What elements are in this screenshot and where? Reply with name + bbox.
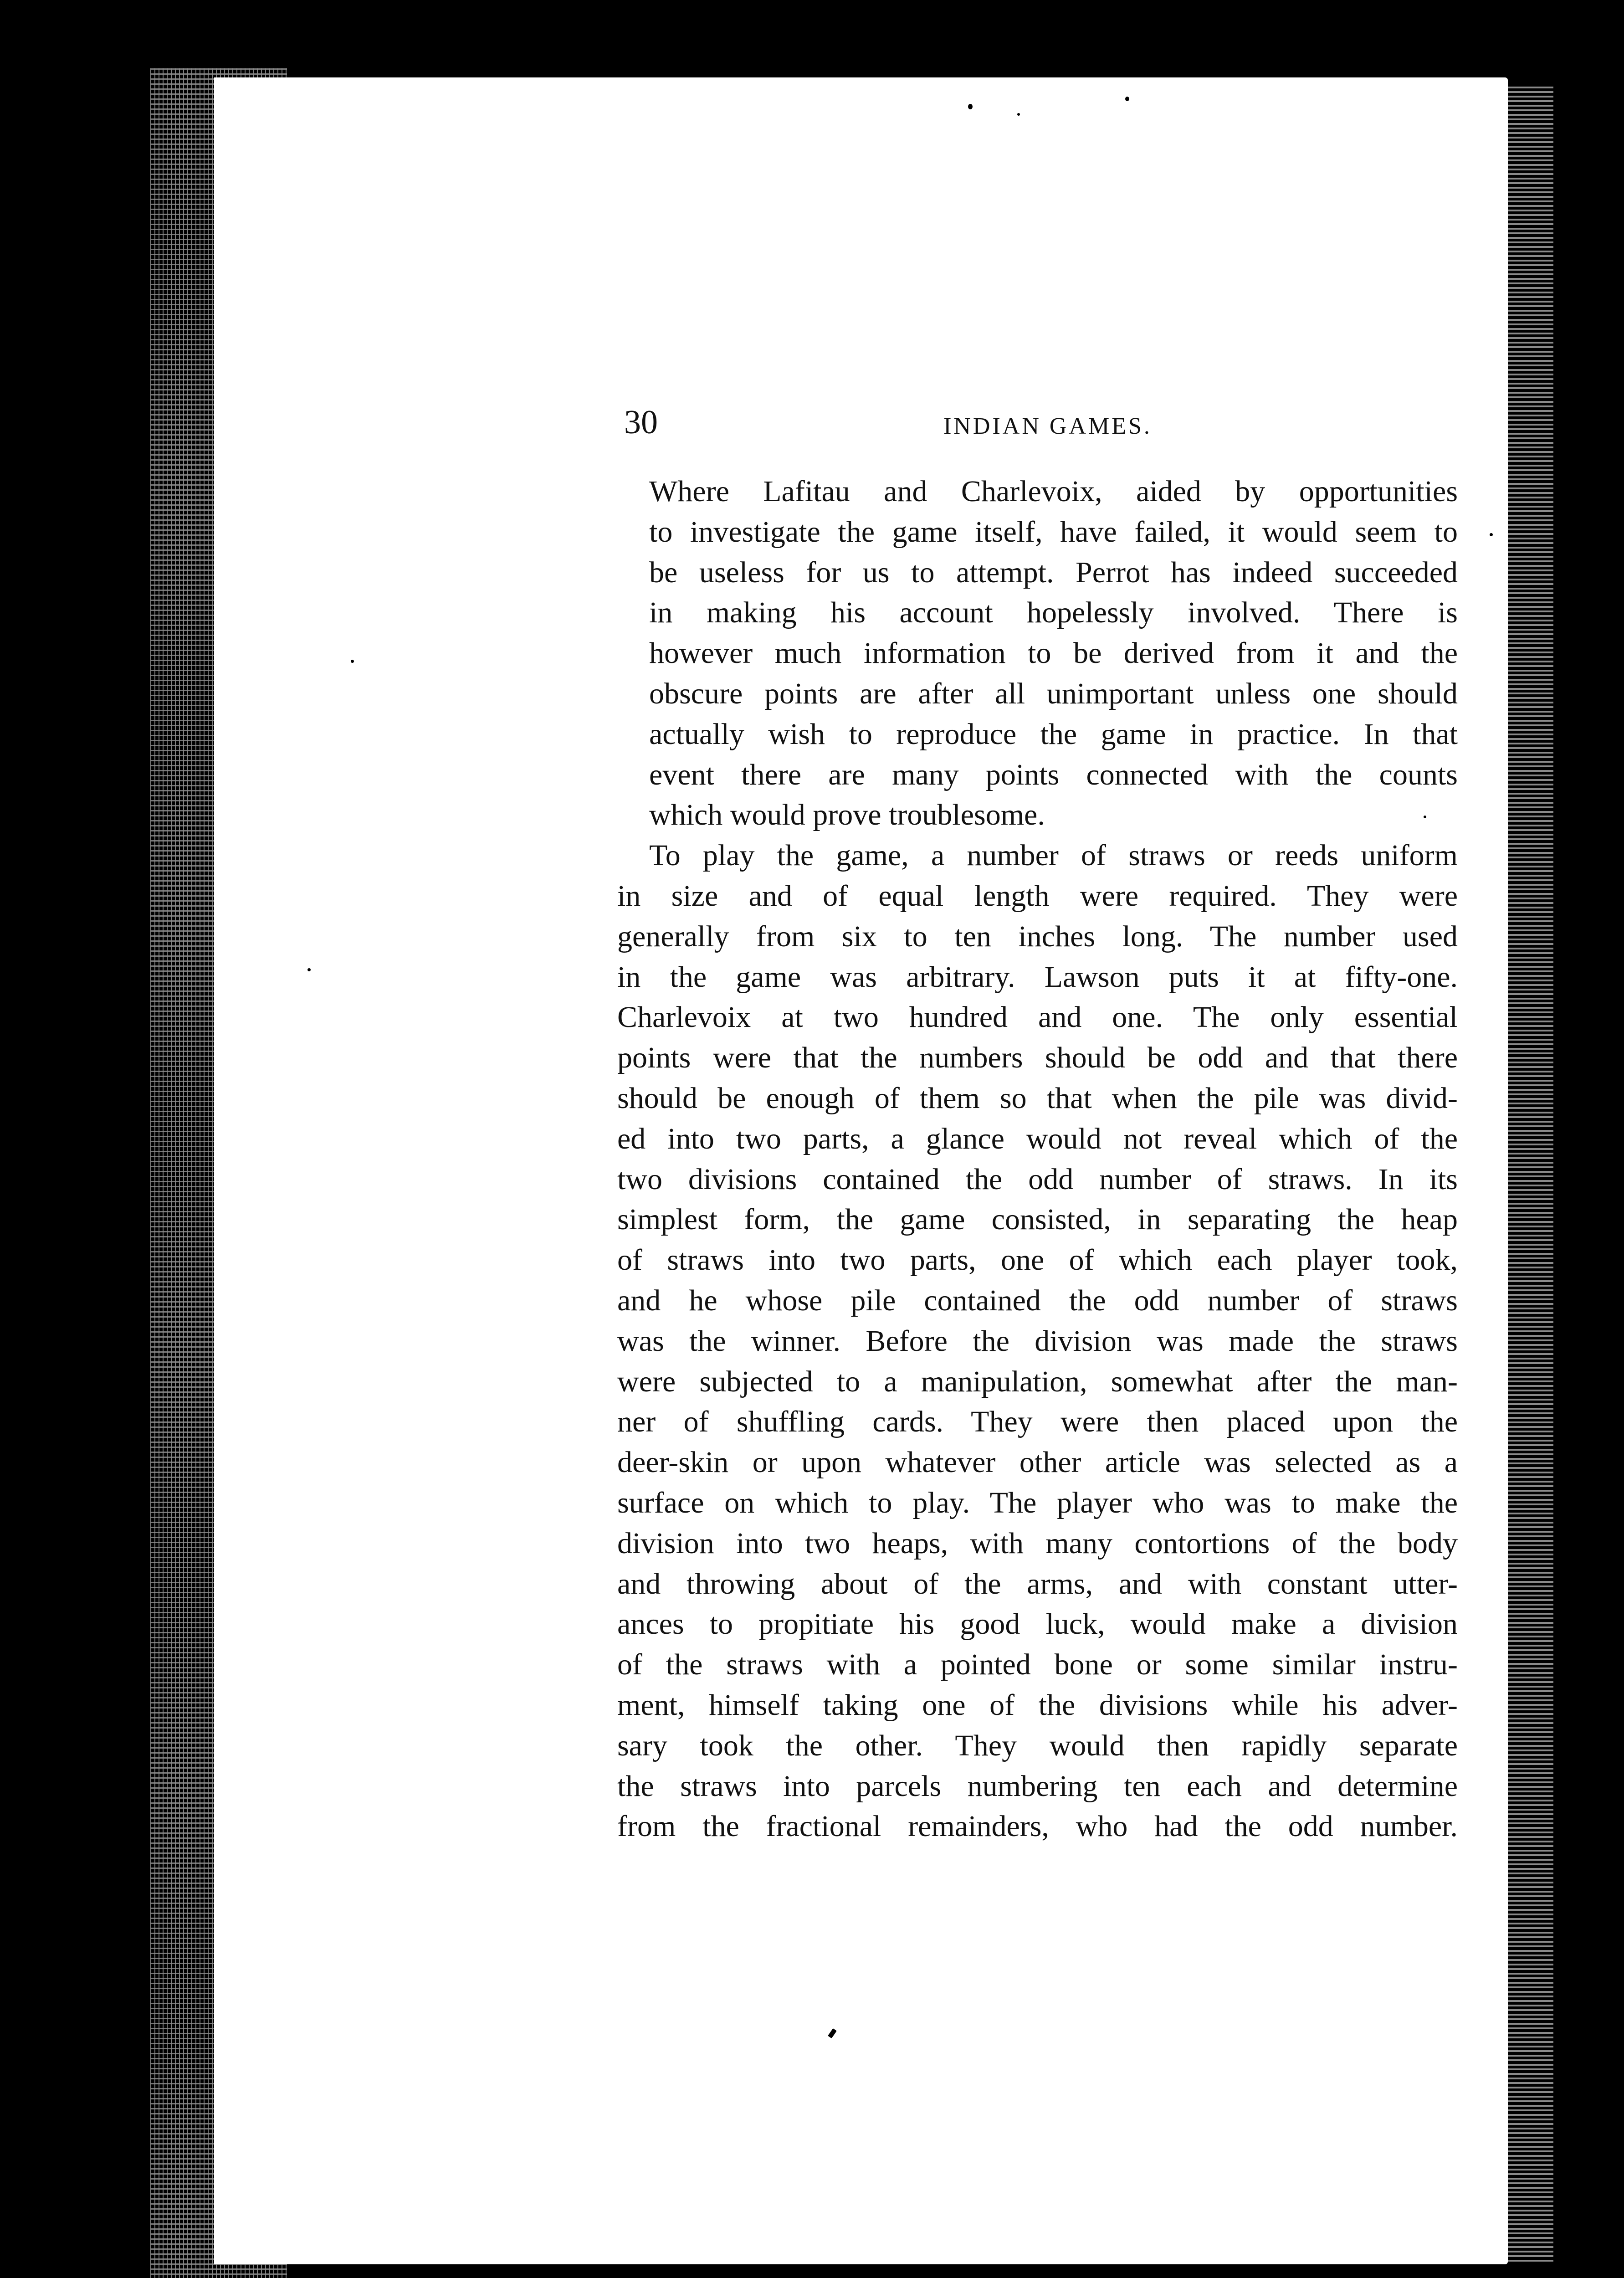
- text-line: in size and of equal length were required. They were: [617, 879, 1458, 913]
- text-line: deer-skin or upon whatever other article was selected as a: [617, 1446, 1458, 1479]
- speck: [351, 660, 354, 663]
- page-number: 30: [624, 404, 658, 441]
- speck: [1017, 113, 1020, 116]
- text-line: generally from six to ten inches long. The number used: [617, 919, 1458, 953]
- speck: [968, 104, 973, 109]
- text-line: surface on which to play. The player who was to make the: [617, 1486, 1458, 1519]
- text-line: event there are many points connected with the counts: [649, 758, 1458, 791]
- text-line: sary took the other. They would then rapidly separate: [617, 1729, 1458, 1762]
- text-line: was the winner. Before the division was made the straws: [617, 1324, 1458, 1358]
- running-head: INDIAN GAMES.: [943, 413, 1152, 439]
- text-line: be useless for us to attempt. Perrot has indeed succeeded: [649, 555, 1458, 589]
- text-line: ances to propitiate his good luck, would make a division: [617, 1607, 1458, 1641]
- text-line: were subjected to a manipulation, somewhat after the man-: [617, 1365, 1458, 1398]
- text-line: simplest form, the game consisted, in separating the heap: [617, 1203, 1458, 1236]
- text-line: Where Lafitau and Charlevoix, aided by opportunities: [649, 475, 1458, 508]
- text-line: ment, himself taking one of the divisions while his adver-: [617, 1688, 1458, 1722]
- text-line: in the game was arbitrary. Lawson puts it at fifty-one.: [617, 960, 1458, 994]
- text-line: however much information to be derived from it and the: [649, 636, 1458, 670]
- paragraph-1: [617, 472, 1458, 836]
- text-line: from the fractional remainders, who had the odd number.: [617, 1810, 1458, 1843]
- text-line: ner of shuffling cards. They were then placed upon the: [617, 1405, 1458, 1439]
- speck: [1490, 533, 1493, 536]
- text-line: Charlevoix at two hundred and one. The only essential: [617, 1000, 1458, 1034]
- speck: [307, 968, 311, 971]
- text-line: obscure points are after all unimportant unless one should: [649, 677, 1458, 710]
- paragraph-2: [617, 836, 1458, 1847]
- text-line: the straws into parcels numbering ten each and determine: [617, 1769, 1458, 1803]
- text-line: of straws into two parts, one of which each player took,: [617, 1243, 1458, 1277]
- text-line: which would prove troublesome.: [649, 798, 1045, 832]
- text-line: actually wish to reproduce the game in practice. In that: [649, 717, 1458, 751]
- body-text: [617, 472, 1458, 1847]
- speck: [1125, 97, 1129, 101]
- text-line: should be enough of them so that when the pile was divid-: [617, 1081, 1458, 1115]
- page-header: [624, 401, 1471, 456]
- text-line: points were that the numbers should be odd and that there: [617, 1041, 1458, 1075]
- text-line: two divisions contained the odd number of straws. In its: [617, 1162, 1458, 1196]
- page-edge-left-solid: [214, 77, 278, 2264]
- text-line: to investigate the game itself, have failed, it would seem to: [649, 515, 1458, 549]
- text-line: division into two heaps, with many contortions of the body: [617, 1526, 1458, 1560]
- text-line: ed into two parts, a glance would not reveal which of the: [617, 1122, 1458, 1155]
- text-line: in making his account hopelessly involved. There is: [649, 596, 1458, 630]
- text-line: and he whose pile contained the odd number of straws: [617, 1283, 1458, 1317]
- text-line: of the straws with a pointed bone or some similar instru-: [617, 1648, 1458, 1682]
- text-line: To play the game, a number of straws or reeds uniform: [649, 839, 1458, 872]
- text-line: and throwing about of the arms, and with constant utter-: [617, 1567, 1458, 1601]
